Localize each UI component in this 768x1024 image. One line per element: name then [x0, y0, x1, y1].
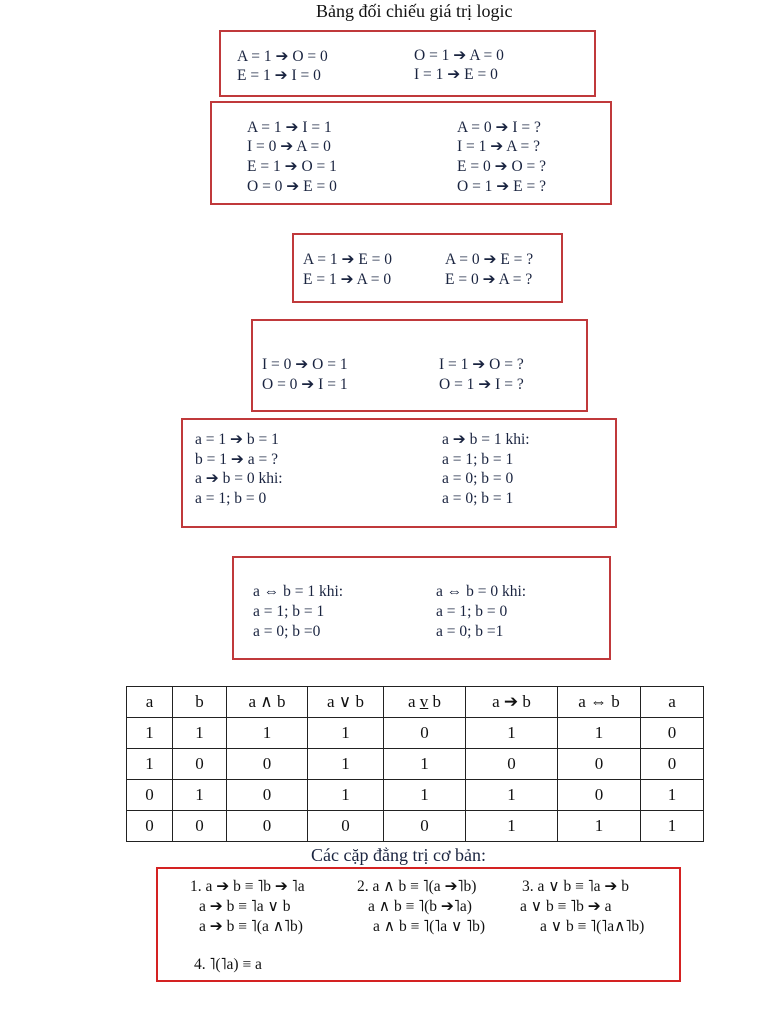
table-cell: 1: [173, 780, 227, 811]
table-cell: 1: [466, 718, 558, 749]
table-header-cell: a ∨ b: [308, 687, 384, 718]
box2-right-3: E = 0 ➔ O = ?: [457, 158, 547, 175]
box-a-o-e-i: [219, 30, 596, 97]
table-cell: 0: [227, 780, 308, 811]
box1-right-2: I = 1 ➔ E = 0: [414, 66, 498, 83]
table-row: [127, 811, 704, 842]
box6-left-1: a ⇔ b = 1 khi:: [253, 583, 344, 600]
truth-table: [126, 686, 704, 842]
table-cell: 0: [173, 749, 227, 780]
equiv-3-3: a ∨ b ≡ ˥(˥a∧˥b): [540, 918, 645, 935]
box5-left-4: a = 1; b = 0: [195, 490, 267, 507]
box-equivalence: [232, 556, 611, 660]
table-cell: 1: [466, 811, 558, 842]
table-row: [127, 780, 704, 811]
table-cell: 0: [641, 749, 704, 780]
box1-left-2: E = 1 ➔ I = 0: [237, 67, 321, 84]
box3-right-2: E = 0 ➔ A = ?: [445, 271, 533, 288]
table-header-cell: a ∧ b: [227, 687, 308, 718]
box2-right-1: A = 0 ➔ I = ?: [457, 119, 541, 136]
equiv-3-2: a ∨ b ≡ ˥b ➔ a: [520, 898, 612, 915]
box5-left-1: a = 1 ➔ b = 1: [195, 431, 279, 448]
box5-right-2: a = 1; b = 1: [442, 451, 514, 468]
table-cell: 0: [308, 811, 384, 842]
box3-left-2: E = 1 ➔ A = 0: [303, 271, 392, 288]
box-implication: [181, 418, 617, 528]
box6-right-1: a ⇔ b = 0 khi:: [436, 583, 527, 600]
box1-left-1: A = 1 ➔ O = 0: [237, 48, 328, 65]
box3-left-1: A = 1 ➔ E = 0: [303, 251, 393, 268]
table-cell: 1: [127, 749, 173, 780]
box4-right-1: I = 1 ➔ O = ?: [439, 356, 524, 373]
table-cell: 1: [558, 718, 641, 749]
table-header-cell: a: [127, 687, 173, 718]
equivalences-title: Các cặp đẳng trị cơ bản:: [311, 845, 486, 865]
box5-right-4: a = 0; b = 1: [442, 490, 514, 507]
equiv-2-3: a ∧ b ≡ ˥(˥a ∨ ˥b): [373, 918, 486, 935]
page-title: Bảng đối chiếu giá trị logic: [316, 1, 513, 21]
table-cell: 0: [384, 811, 466, 842]
table-cell: 0: [173, 811, 227, 842]
table-row: [127, 718, 704, 749]
box2-left-3: E = 1 ➔ O = 1: [247, 158, 337, 175]
table-header-cell: a ➔ b: [466, 687, 558, 718]
box4-left-1: I = 0 ➔ O = 1: [262, 356, 348, 373]
box5-left-2: b = 1 ➔ a = ?: [195, 451, 278, 468]
box5-left-3: a ➔ b = 0 khi:: [195, 470, 283, 487]
table-cell: 1: [308, 749, 384, 780]
box2-left-1: A = 1 ➔ I = 1: [247, 119, 332, 136]
equiv-1-1: 1. a ➔ b ≡ ˥b ➔ ˥a: [190, 878, 305, 895]
table-cell: 1: [466, 780, 558, 811]
table-cell: 1: [127, 718, 173, 749]
table-header-cell: b: [173, 687, 227, 718]
table-cell: 0: [466, 749, 558, 780]
box2-right-4: O = 1 ➔ E = ?: [457, 178, 547, 195]
equiv-3-1: 3. a ∨ b ≡ ˥a ➔ b: [522, 878, 630, 895]
box4-left-2: O = 0 ➔ I = 1: [262, 376, 348, 393]
table-cell: 1: [173, 718, 227, 749]
equivalences-box: [156, 867, 681, 982]
equiv-1-3: a ➔ b ≡ ˥(a ∧˥b): [199, 918, 303, 935]
table-cell: 1: [227, 718, 308, 749]
table-cell: 0: [384, 718, 466, 749]
table-cell: 0: [127, 811, 173, 842]
box6-left-2: a = 1; b = 1: [253, 603, 325, 620]
table-cell: 1: [308, 718, 384, 749]
box3-right-1: A = 0 ➔ E = ?: [445, 251, 534, 268]
table-cell: 0: [227, 749, 308, 780]
box5-right-1: a ➔ b = 1 khi:: [442, 431, 530, 448]
table-header-cell: a: [641, 687, 704, 718]
equiv-2-2: a ∧ b ≡ ˥(b ➔˥a): [368, 898, 472, 915]
xor-symbol: v: [419, 692, 429, 711]
table-cell: 1: [641, 811, 704, 842]
table-row: [127, 749, 704, 780]
equiv-1-2: a ➔ b ≡ ˥a ∨ b: [199, 898, 291, 915]
table-header-row: [127, 687, 704, 718]
table-header-cell: a v b: [384, 687, 466, 718]
table-header-cell: a ⇔ b: [558, 687, 641, 718]
table-cell: 0: [558, 780, 641, 811]
table-cell: 1: [558, 811, 641, 842]
table-cell: 1: [384, 749, 466, 780]
table-cell: 1: [641, 780, 704, 811]
box-a-i-e-o: [210, 101, 612, 205]
equiv-4: 4. ˥(˥a) ≡ a: [194, 956, 262, 973]
table-cell: 0: [558, 749, 641, 780]
box5-right-3: a = 0; b = 0: [442, 470, 514, 487]
box2-left-2: I = 0 ➔ A = 0: [247, 138, 331, 155]
box2-left-4: O = 0 ➔ E = 0: [247, 178, 337, 195]
table-cell: 1: [308, 780, 384, 811]
box6-right-2: a = 1; b = 0: [436, 603, 508, 620]
box2-right-2: I = 1 ➔ A = ?: [457, 138, 540, 155]
table-cell: 0: [227, 811, 308, 842]
table-cell: 1: [384, 780, 466, 811]
box6-left-3: a = 0; b =0: [253, 623, 321, 640]
table-cell: 0: [641, 718, 704, 749]
equiv-2-1: 2. a ∧ b ≡ ˥(a ➔˥b): [357, 878, 477, 895]
box-a-e: [292, 233, 563, 303]
table-cell: 0: [127, 780, 173, 811]
box6-right-3: a = 0; b =1: [436, 623, 504, 640]
box-i-o: [251, 319, 588, 412]
box4-right-2: O = 1 ➔ I = ?: [439, 376, 524, 393]
box1-right-1: O = 1 ➔ A = 0: [414, 47, 504, 64]
